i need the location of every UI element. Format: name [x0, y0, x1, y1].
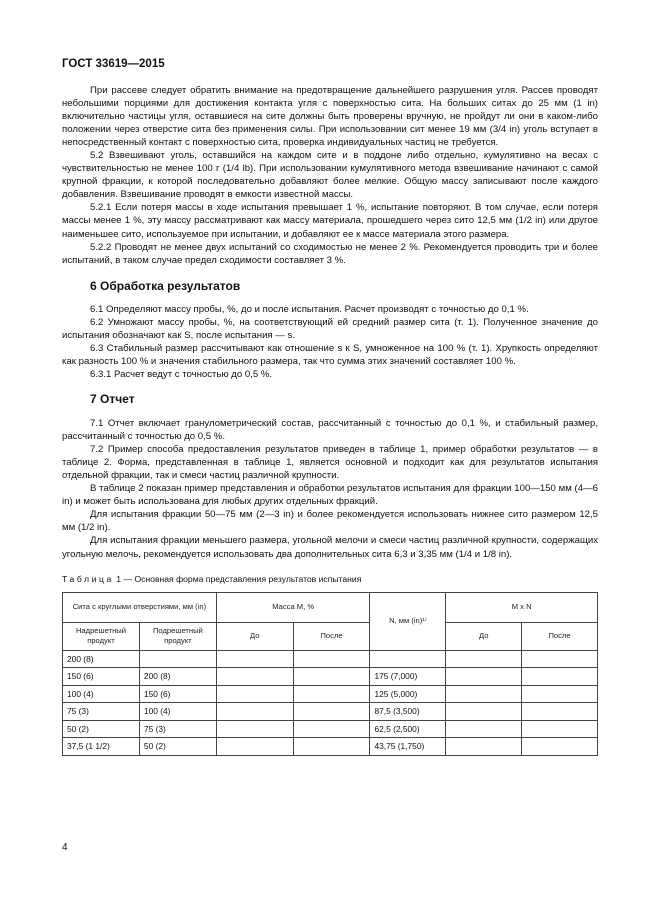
document-body	[62, 84, 598, 756]
table-row	[63, 650, 598, 668]
cell-under: 100 (4)	[139, 703, 216, 721]
cell-n: 62,5 (2,500)	[370, 720, 446, 738]
cell-mxn-after	[522, 738, 598, 756]
table-row	[63, 720, 598, 738]
paragraph-5-2: 5.2 Взвешивают уголь, оставшийся на каждом сите и в поддоне либо отдельно, кумулятивно на весах с чувствительностью не менее 100 г (1/4 lb). При использовании кумулятивного метода взвешивание начинают с самой крупной фракции, к которой последовательно добавляют более мелкие. Общую массу записывают после каждого добавления. Взвешивание проводят в емкости известной массы.	[62, 150, 598, 201]
cell-under: 200 (8)	[139, 668, 216, 686]
cell-n: 43,75 (1,750)	[370, 738, 446, 756]
cell-mxn-after	[522, 703, 598, 721]
cell-mass-after	[293, 738, 370, 756]
results-table	[62, 592, 598, 756]
paragraph-7-1: 7.1 Отчет включает гранулометрический состав, рассчитанный с точностью до 0,1 %, и стабильный размер, рассчитанный с точностью до 0,5 %.	[62, 418, 598, 443]
cell-mass-before	[216, 650, 293, 668]
cell-mass-after	[293, 650, 370, 668]
table-row	[63, 703, 598, 721]
paragraph-6-3-1: 6.3.1 Расчет ведут с точностью до 0,5 %.	[90, 368, 273, 380]
cell-over: 37,5 (1 1/2)	[63, 738, 140, 756]
paragraph: В таблице 2 показан пример представления и обработки результатов испытания для фракции 100—150 мм (4—6 in) и может быть использована для любых других отдельных фракций.	[62, 483, 598, 508]
section-6-heading: 6 Обработка результатов	[90, 278, 241, 293]
cell-over: 50 (2)	[63, 720, 140, 738]
cell-under: 75 (3)	[139, 720, 216, 738]
header-mxn-after: После	[522, 622, 598, 650]
cell-mass-after	[293, 703, 370, 721]
cell-mxn-before	[446, 650, 522, 668]
header-mass-before: До	[216, 622, 293, 650]
cell-under: 50 (2)	[139, 738, 216, 756]
cell-mxn-before	[446, 738, 522, 756]
header-n: N, мм (in)¹⁾	[370, 592, 446, 650]
cell-mass-after	[293, 685, 370, 703]
cell-over: 100 (4)	[63, 685, 140, 703]
table-caption-word: Таблица	[62, 573, 114, 584]
paragraph: Для испытания фракции 50—75 мм (2—3 in) и более рекомендуется использовать нижнее сито размером 12,5 мм (1/2 in).	[62, 509, 598, 534]
cell-mxn-after	[522, 668, 598, 686]
cell-n: 175 (7,000)	[370, 668, 446, 686]
cell-under: 150 (6)	[139, 685, 216, 703]
cell-mxn-before	[446, 685, 522, 703]
header-mass-after: После	[293, 622, 370, 650]
header-over: Надрешетный продукт	[63, 622, 140, 650]
paragraph: Для испытания фракции меньшего размера, угольной мелочи и смеси частиц различной крупности, содержащих угольную мелочь, рекомендуется использовать два дополнительных сита 6,3 и 3,35 мм (1/4 и 1/8 in).	[62, 535, 598, 560]
header-mxn: M x N	[446, 592, 598, 622]
paragraph-5-2-1: 5.2.1 Если потеря массы в ходе испытания превышает 1 %, испытание повторяют. В том случае, если потеря массы менее 1 %, эту массу рассматривают как массу материала, прошедшего через сито 12,5 мм (1/2 in) или другое наименьшее сито, используемое при испытании, и добавляют ее к массе материала этого размера.	[62, 202, 598, 240]
cell-n	[370, 650, 446, 668]
cell-over: 150 (6)	[63, 668, 140, 686]
cell-mxn-before	[446, 668, 522, 686]
page-number: 4	[62, 842, 68, 853]
paragraph-5-2-2: 5.2.2 Проводят не менее двух испытаний со сходимостью не менее 2 %. Рекомендуется проводить три и более испытаний, в таком случае предел сходимости составляет 3 %.	[62, 241, 598, 266]
table-row	[63, 668, 598, 686]
cell-over: 200 (8)	[63, 650, 140, 668]
cell-mxn-after	[522, 720, 598, 738]
cell-mxn-before	[446, 720, 522, 738]
cell-n: 87,5 (3,500)	[370, 703, 446, 721]
paragraph-7-2: 7.2 Пример способа предоставления результатов приведен в таблице 1, пример обработки результатов — в таблице 2. Форма, представленная в таблице 1, является основной и подходит как для результатов испытания отдельной фракции, так и смеси частиц различной крупности.	[62, 444, 598, 482]
cell-over: 75 (3)	[63, 703, 140, 721]
cell-mxn-after	[522, 650, 598, 668]
cell-under	[139, 650, 216, 668]
cell-mxn-after	[522, 685, 598, 703]
header-sieves: Сита с круглыми отверстиями, мм (in)	[63, 592, 217, 622]
section-7-heading: 7 Отчет	[90, 391, 135, 406]
table-caption-text: 1 — Основная форма представления результатов испытания	[116, 573, 362, 584]
cell-mass-before	[216, 720, 293, 738]
paragraph-6-1: 6.1 Определяют массу пробы, %, до и после испытания. Расчет производят с точностью до 0,1 %.	[90, 303, 529, 315]
cell-mxn-before	[446, 703, 522, 721]
cell-mass-before	[216, 703, 293, 721]
paragraph-6-2: 6.2 Умножают массу пробы, %, на соответствующий ей средний размер сита (т. 1). Полученное значение до испытания обозначают как S, после испытания — s.	[62, 316, 598, 341]
document-header: ГОСТ 33619—2015	[62, 58, 165, 70]
cell-mass-after	[293, 720, 370, 738]
table-row	[63, 738, 598, 756]
header-mass: Масса М, %	[216, 592, 370, 622]
cell-mass-before	[216, 685, 293, 703]
cell-mass-before	[216, 738, 293, 756]
paragraph: При рассеве следует обратить внимание на предотвращение дальнейшего разрушения угля. Рассев проводят небольшими порциями для достижения контакта угля с поверхностью сита. На больших ситах до 25 мм (1 in) включительно частицы угля, оставшиеся на сите должны быть проверены вручную, не пройдут ли они в каком-либо положении через отверстие сита без применения силы. При использовании сит менее 19 мм (3/4 in) уголь вступает в непосредственный контакт с поверхностью сита, проверка индивидуальных частиц не требуется.	[62, 85, 598, 149]
paragraph-6-3: 6.3 Стабильный размер рассчитывают как отношение s к S, умноженное на 100 % (т. 1). Хрупкость определяют как разность 100 % и значения стабильного размера, так что сумма этих значений составляет 100 %.	[62, 342, 598, 367]
header-mxn-before: До	[446, 622, 522, 650]
cell-mass-after	[293, 668, 370, 686]
table-caption	[62, 573, 598, 586]
cell-mass-before	[216, 668, 293, 686]
header-under: Подрешетный продукт	[139, 622, 216, 650]
table-row	[63, 685, 598, 703]
cell-n: 125 (5,000)	[370, 685, 446, 703]
